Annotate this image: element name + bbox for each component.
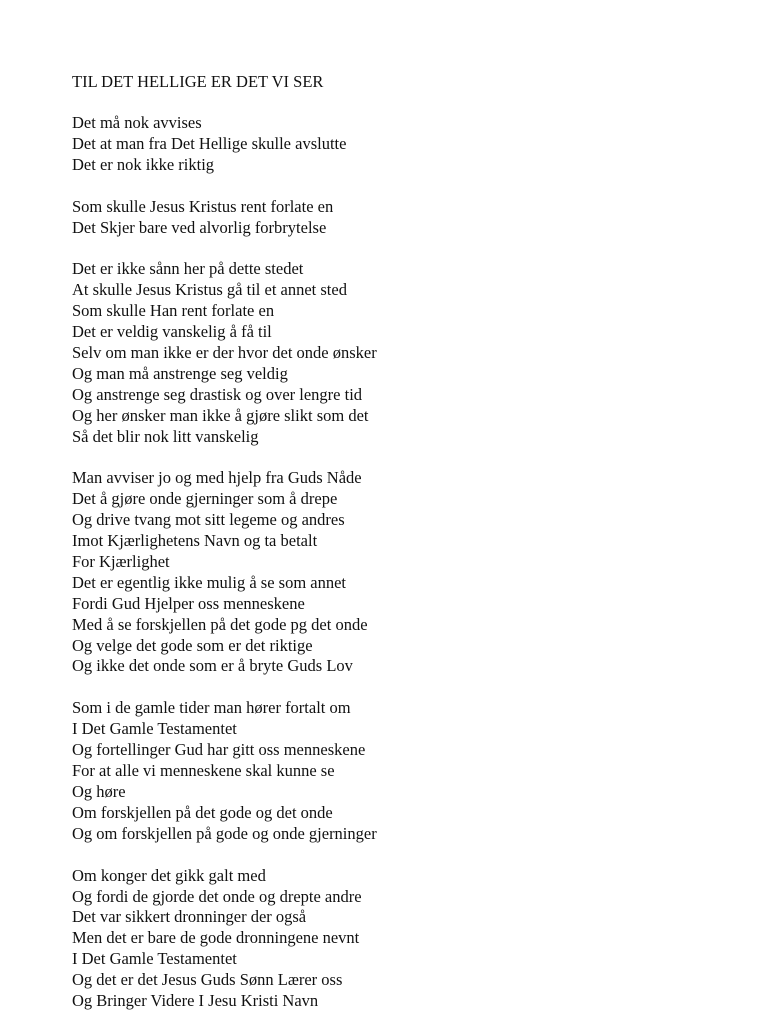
stanza-gap [72,677,752,698]
poem-line: Om konger det gikk galt med [72,865,266,885]
stanza-gap [72,238,752,259]
poem-line: Og anstrenge seg drastisk og over lengre tid [72,384,363,404]
poem-line: Imot Kjærlighetens Navn og ta betalt [72,531,318,551]
poem-line: Så det blir nok litt vanskelig [72,426,259,446]
poem-line: Og velge det gode som er det riktige [72,635,313,655]
poem-line: Og høre [72,781,126,801]
poem-line: Fordi Gud Hjelper oss menneskene [72,593,305,613]
poem-line: Det er nok ikke riktig [72,154,215,174]
poem-line: Med å se forskjellen på det gode pg det onde [72,614,368,634]
stanza [72,698,752,844]
stanza [72,259,752,447]
poem-line: I Det Gamle Testamentet [72,719,237,739]
poem-line: Og man må anstrenge seg veldig [72,363,288,383]
poem-line: Som i de gamle tider man hører fortalt om [72,698,351,718]
poem-line: Det var sikkert dronninger der også [72,907,307,927]
poem-line: Det må nok avvises [72,113,202,132]
poem-line: Det er ikke sånn her på dette stedet [72,259,304,279]
poem-line: Og det er det Jesus Guds Sønn Lærer oss [72,970,343,990]
stanza [72,113,752,176]
stanza [72,468,752,677]
poem-line: At skulle Jesus Kristus gå til et annet sted [72,280,347,300]
poem-line: Som skulle Han rent forlate en [72,301,275,321]
stanza [72,197,752,239]
stanza-gap [72,447,752,468]
poem-line: Man avviser jo og med hjelp fra Guds Nåde [72,468,362,488]
poem-line: Det Skjer bare ved alvorlig forbrytelse [72,217,327,237]
poem-line: I Det Gamle Testamentet [72,949,237,969]
stanza-gap [72,176,752,197]
stanza [72,866,752,1012]
stanza-gap [72,92,752,113]
poem-line: Og fordi de gjorde det onde og drepte andre [72,886,362,906]
poem-line: Og drive tvang mot sitt legeme og andres [72,510,345,530]
stanza-gap [72,845,752,866]
poem-title: TIL DET HELLIGE ER DET VI SER [72,72,324,91]
poem-line: Om forskjellen på det gode og det onde [72,802,333,822]
poem-line: Og Bringer Videre I Jesu Kristi Navn [72,990,319,1010]
poem-line: Som skulle Jesus Kristus rent forlate en [72,196,334,216]
poem-line: Og ikke det onde som er å bryte Guds Lov [72,656,353,676]
poem-line: Det at man fra Det Hellige skulle avslutte [72,133,347,153]
poem-body [72,113,752,1012]
poem-line: Det er egentlig ikke mulig å se som annet [72,572,347,592]
poem-line: Men det er bare de gode dronningene nevnt [72,928,360,948]
poem-page [72,71,752,1012]
poem-line: Selv om man ikke er der hvor det onde ønsker [72,343,377,363]
poem-line: Og her ønsker man ikke å gjøre slikt som det [72,405,369,425]
poem-line: For at alle vi menneskene skal kunne se [72,761,335,781]
poem-line: Det å gjøre onde gjerninger som å drepe [72,489,338,509]
poem-line: For Kjærlighet [72,552,170,572]
poem-line: Og fortellinger Gud har gitt oss menneskene [72,740,366,760]
poem-line: Og om forskjellen på gode og onde gjerninger [72,823,377,843]
poem-line: Det er veldig vanskelig å få til [72,322,272,342]
